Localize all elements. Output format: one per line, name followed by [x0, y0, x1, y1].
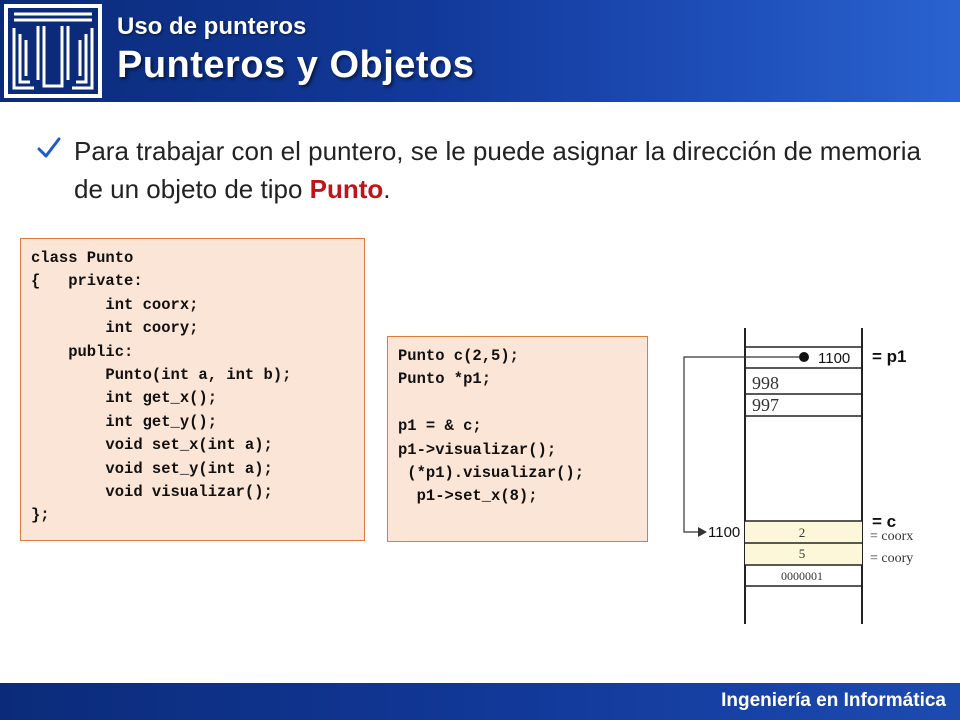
pointer-arrow	[684, 357, 799, 532]
next-cell-value: 0000001	[781, 569, 823, 583]
address-997: 997	[752, 395, 779, 415]
pointer-dot	[799, 352, 809, 362]
code-line: p1->set_x(8);	[398, 487, 538, 506]
code-line: void set_x(int a);	[31, 436, 273, 455]
header-bar	[0, 0, 960, 102]
class-definition-code	[20, 238, 365, 541]
code-line: Punto(int a, int b);	[31, 365, 292, 384]
checkmark-icon	[36, 136, 62, 160]
object-address: 1100	[708, 524, 741, 541]
code-line: int get_x();	[31, 389, 218, 408]
code-line	[398, 392, 647, 415]
pointer-label: = p1	[872, 347, 907, 366]
bullet-text-end: .	[383, 174, 391, 204]
code-line: int get_y();	[31, 412, 218, 431]
footer-bar	[0, 683, 960, 720]
object-label: = c	[872, 512, 897, 531]
code-line: { private:	[31, 272, 143, 291]
slide-title: Punteros y Objetos	[117, 44, 475, 86]
coorx-value: 2	[798, 525, 806, 540]
code-line: void set_y(int a);	[31, 459, 273, 478]
footer-text: Ingeniería en Informática	[721, 690, 946, 711]
code-line: void visualizar();	[31, 482, 273, 501]
code-line: public:	[31, 342, 134, 361]
bullet-text	[74, 132, 934, 208]
memory-diagram	[676, 320, 960, 630]
address-998: 998	[752, 373, 779, 393]
arrow-head-icon	[698, 527, 707, 537]
bullet-highlight: Punto	[309, 174, 384, 204]
code-line: int coorx;	[31, 295, 199, 314]
code-line: };	[31, 506, 50, 525]
coorx-label: = coorx	[870, 529, 914, 544]
coory-label: = coory	[870, 551, 914, 566]
slide-subtitle: Uso de punteros	[117, 13, 307, 40]
code-line: (*p1).visualizar();	[398, 463, 585, 482]
code-line: class Punto	[31, 249, 134, 267]
code-line: Punto c(2,5);	[398, 347, 519, 365]
code-line: p1->visualizar();	[398, 440, 557, 459]
code-line: Punto *p1;	[398, 370, 492, 389]
code-line: int coory;	[31, 319, 199, 338]
code-line: p1 = & c;	[398, 417, 482, 436]
pointer-value: 1100	[818, 350, 851, 367]
coory-value: 5	[798, 546, 806, 561]
usage-code	[387, 336, 648, 542]
university-logo	[4, 4, 102, 98]
bullet-text-main: Para trabajar con el puntero, se le puede asignar la dirección de memoria de un objeto de tipo	[74, 136, 921, 204]
